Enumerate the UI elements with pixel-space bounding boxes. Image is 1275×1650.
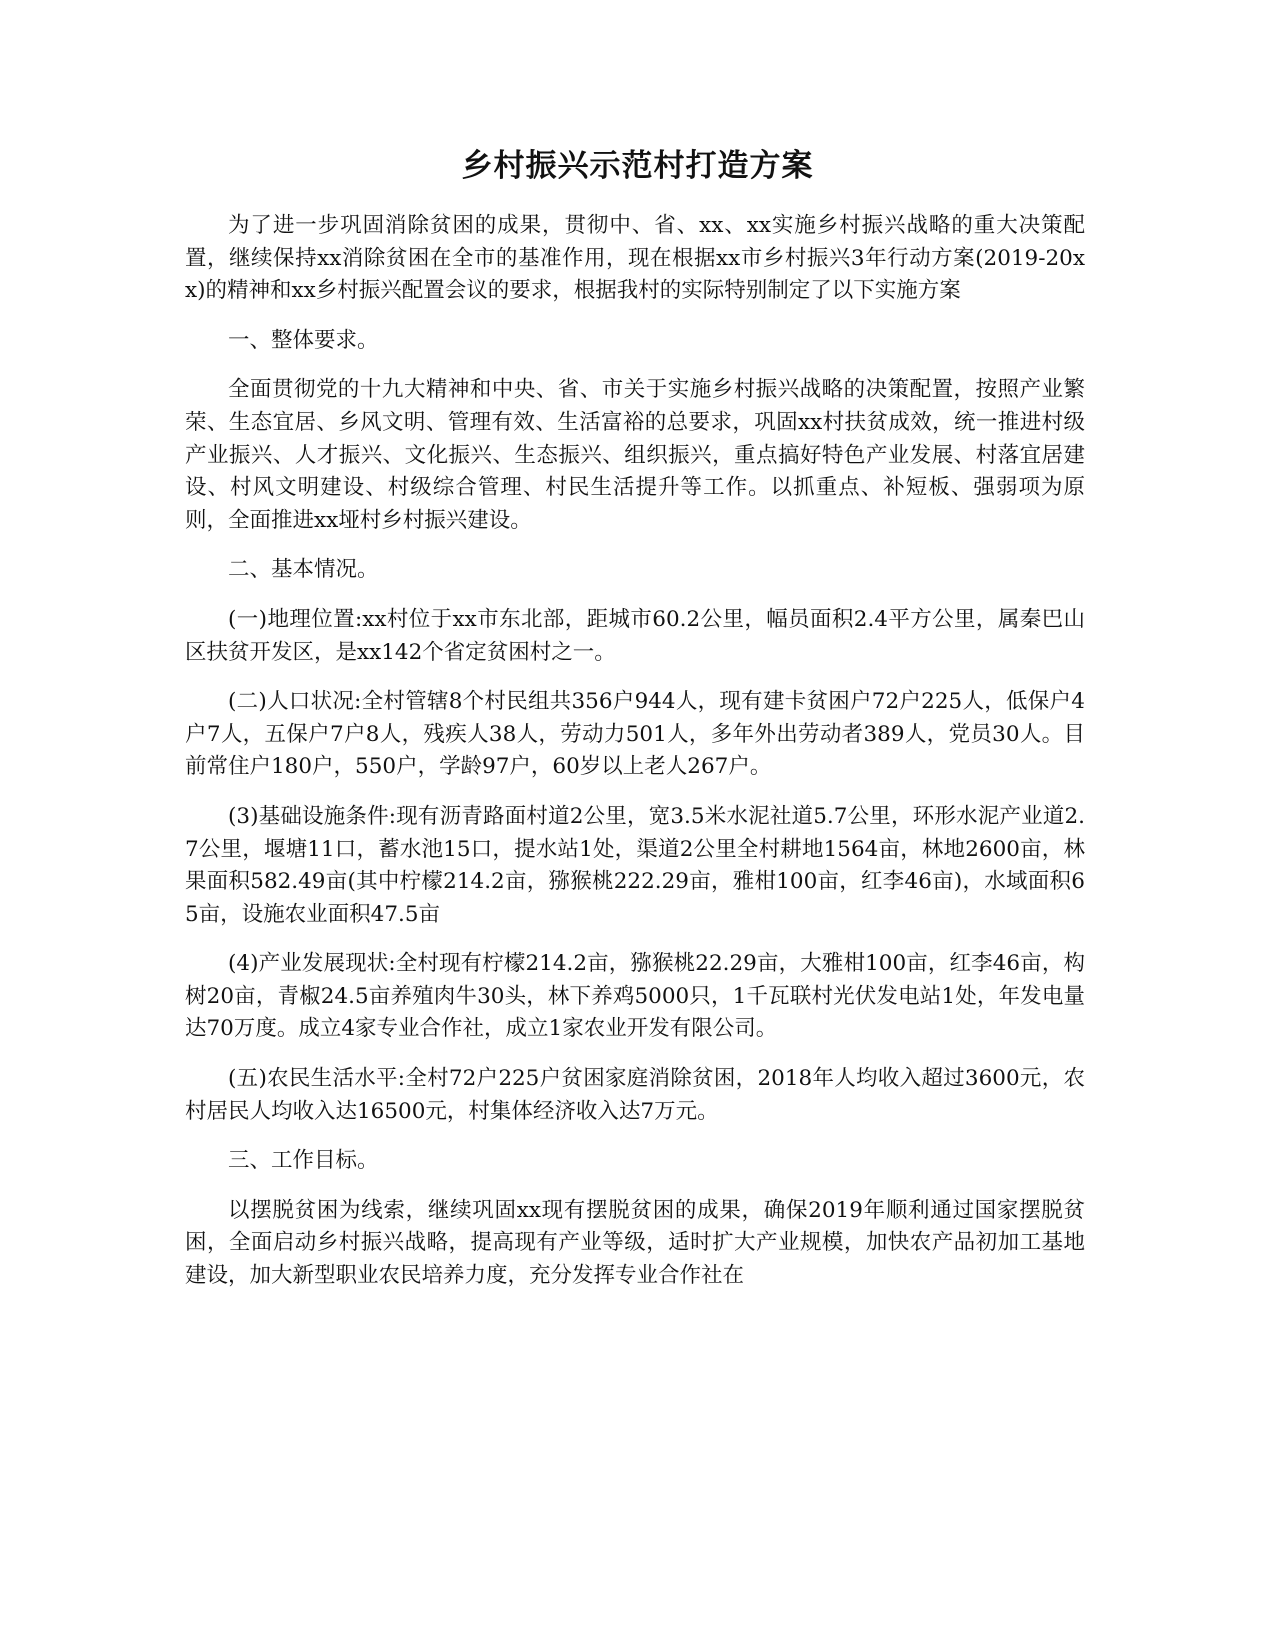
industry-paragraph: (4)产业发展现状:全村现有柠檬214.2亩，猕猴桃22.29亩，大雅柑100亩，红李46亩，构树20亩，青椒24.5亩养殖肉牛30头，林下养鸡5000只，1千瓦联村光伏发电站1处，年发电量达70万度。成立4家专业合作社，成立1家农业开发有限公司。	[185, 951, 1085, 1042]
work-goals-paragraph: 以摆脱贫困为线索，继续巩固xx现有摆脱贫困的成果，确保2019年顺利通过国家摆脱贫困，全面启动乡村振兴战略，提高现有产业等级，适时扩大产业规模，加快农产品初加工基地建设，加大新型职业农民培养力度，充分发挥专业合作社在	[185, 1197, 1085, 1289]
intro-paragraph: 为了进一步巩固消除贫困的成果，贯彻中、省、xx、xx实施乡村振兴战略的重大决策配置，继续保持xx消除贫困在全市的基准作用，现在根据xx市乡村振兴3年行动方案(2019-20xx)的精神和xx乡村振兴配置会议的要求，根据我村的实际特别制定了以下实施方案	[185, 213, 1085, 304]
overall-requirements-paragraph: 全面贯彻党的十九大精神和中央、省、市关于实施乡村振兴战略的决策配置，按照产业繁荣、生态宜居、乡风文明、管理有效、生活富裕的总要求，巩固xx村扶贫成效，统一推进村级产业振兴、人才振兴、文化振兴、生态振兴、组织振兴，重点搞好特色产业发展、村落宜居建设、村风文明建设、村级综合管理、村民生活提升等工作。以抓重点、补短板、强弱项为原则，全面推进xx垭村乡村振兴建设。	[185, 377, 1085, 533]
infrastructure-paragraph: (3)基础设施条件:现有沥青路面村道2公里，宽3.5米水泥社道5.7公里，环形水泥产业道2.7公里，堰塘11口，蓄水池15口，提水站1处，渠道2公里全村耕地1564亩，林地2600亩，林果面积582.49亩(其中柠檬214.2亩，猕猴桃222.29亩，雅柑100亩，红李46亩)，水域面积65亩，设施农业面积47.5亩	[185, 803, 1085, 927]
document-title: 乡村振兴示范村打造方案	[461, 148, 814, 184]
section-heading-basic-situation: 二、基本情况。	[228, 557, 379, 583]
population-paragraph: (二)人口状况:全村管辖8个村民组共356户944人，现有建卡贫困户72户225人，低保户4户7人，五保户7户8人，残疾人38人，劳动力501人，多年外出劳动者389人，党员30人。目前常住户180户，550户，学龄97户，60岁以上老人267户。	[185, 689, 1085, 780]
document-body	[185, 210, 1085, 1310]
section-heading-work-goals: 三、工作目标。	[228, 1148, 379, 1174]
living-standard-paragraph: (五)农民生活水平:全村72户225户贫困家庭消除贫困，2018年人均收入超过3600元，农村居民人均收入达16500元，村集体经济收入达7万元。	[185, 1066, 1085, 1124]
geography-paragraph: (一)地理位置:xx村位于xx市东北部，距城市60.2公里，幅员面积2.4平方公里，属秦巴山区扶贫开发区，是xx142个省定贫困村之一。	[185, 606, 1085, 665]
section-heading-overall-requirements: 一、整体要求。	[228, 327, 379, 353]
